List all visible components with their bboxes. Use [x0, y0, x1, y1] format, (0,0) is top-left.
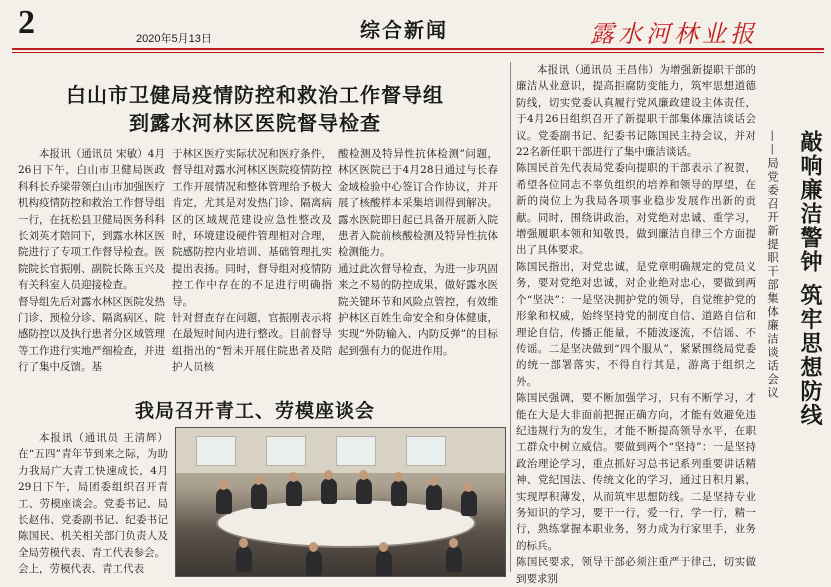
- article3-title: 敲响廉洁警钟 筑牢思想防线: [797, 130, 823, 428]
- article1-column1: 本报讯（通讯员 宋敏）4月26日下午，白山市卫健局医政科科长乔梁带领白山市加强医疗机构疫情防控和救治工作督导组一行，在抚松县卫健局医务科科长刘英才陪同下，到露水林区医院进行了专项工作督导检查。医院院长官振刚、副院长陈玉兴及有关科室人员迎接检查。 督导组先后对露水林区医院发热门诊、预检分诊、隔离病区、院感防控以及执行患者分区域管理等工作进行实地严细检查，并进行了集中反馈。基: [18, 148, 165, 374]
- article2-title: 我局召开青工、劳模座谈会: [134, 400, 375, 422]
- masthead-logo: 露水河林业报: [590, 20, 758, 48]
- article1-column3: 酸检测及特异性抗体检测”问题，林区医院已于4月28日通过与长春金域检验中心签订合作协议，并开展了核酸样本采集培训得到解决。露水医院即日起已具备开展新入院患者入院前核酸检测及特异性抗体检测能力。 通过此次督导检查，为进一步巩固来之不易的防控成果，做好露水医院关键环节和风险点管控，有效维护林区百姓生命安全和身体健康，实现“外防输入、内防反弹”的目标起到强有力的促进作用。: [338, 148, 498, 357]
- article1-column2: 于林区医疗实际状况和医疗条件，督导组对露水河林区医院疫情防控工作开展情况和整体管理给予极大肯定，尤其是对发热门诊、隔离病区的区域规范建设应急性整改及时，环境建设硬件管理相对合理，院感防控内业培训、基础管理扎实提出表扬。同时，督导组对疫情防控工作中存在的不足进行明确指导。 针对督查存在问题，官振刚表示将在最短时间内进行整改。目前督导组指出的“暂未开展住院患者及陪护人员核: [172, 148, 332, 374]
- column-divider: [510, 62, 511, 572]
- article3-subtitle: ——局党委召开新提职干部集体廉洁谈话会议: [766, 130, 780, 400]
- page-number: 2: [18, 4, 35, 41]
- article1-title-line1: 白山市卫健局疫情防控和救治工作督导组: [66, 83, 444, 107]
- header-rule: [12, 48, 824, 50]
- meeting-photo: [175, 427, 506, 577]
- article2-body: 本报讯（通讯员 王清辉）在“五四”青年节到来之际，为助力我局广大青工快速成长，4月29日下午，局团委组织召开青工、劳模座谈会。党委书记、局长赵伟、党委副书记、纪委书记陈国民、机关相关部门负责人及全局劳模代表、青工代表参会。 会上，劳模代表、青工代表: [18, 432, 168, 576]
- page-header: [0, 0, 831, 48]
- issue-date: 2020年5月13日: [136, 33, 212, 45]
- article1-title-line2: 到露水河林区医院督导检查: [129, 111, 381, 135]
- article3-body: 本报讯（通讯员 王昌伟）为增强新提职干部的廉洁从业意识，提高拒腐防变能力，筑牢思想道德防线，切实党委认真履行党风廉政建设主体责任，于4月26日组织召开了新提职干部集体廉洁谈话会议。党委副书记、纪委书记陈国民主持会议，并对22名新任职干部进行了集中廉洁谈话。 陈国民首先代表局党委向提职的干部表示了祝贺，希望各位同志不辜负组织的培养和领导的厚望，在新的岗位上为我局各项事业稳步发展作出新的贡献。同时，围绕讲政治，对党绝对忠诚、重学习，增强履职本领和知敬畏，做到廉洁自律三个方面提出了具体要求。 陈国民指出，对党忠诚，是党章明确规定的党员义务，要对党绝对忠诚，对企业绝对忠心，要做到两个“坚决”：一是坚决拥护党的领导，自觉维护党的形象和权威，始终坚持党的制度自信、道路自信和理论自信，传播正能量，不随波逐流，不信谣、不传谣。二是坚决做到“四个服从”，紧紧围绕局党委的统一部署落实，不得自行其是，游离于组织之外。 陈国民强调，要不断加强学习，只有不断学习，才能在大是大非面前把握正确方向，才能有效避免违纪违规行为的发生，才能不断提高领导水平，在职工群众中树立威信。要做到两个“坚持”：一是坚持政治理论学习，重点抓好习总书记系列重要讲话精神、党纪国法、传统文化的学习，通过日积月累，实现厚积薄发，从而筑牢思想防线。二是坚持专业务知识的学习，要干一行，爱一行，学一行，精一行，熟练掌握本职业务，努力成为行家里手，业务的标兵。 陈国民要求，领导干部必须注重严于律己，切实做到要求别: [516, 64, 756, 585]
- header-rule-thin: [12, 52, 824, 53]
- section-title: 综合新闻: [360, 18, 448, 42]
